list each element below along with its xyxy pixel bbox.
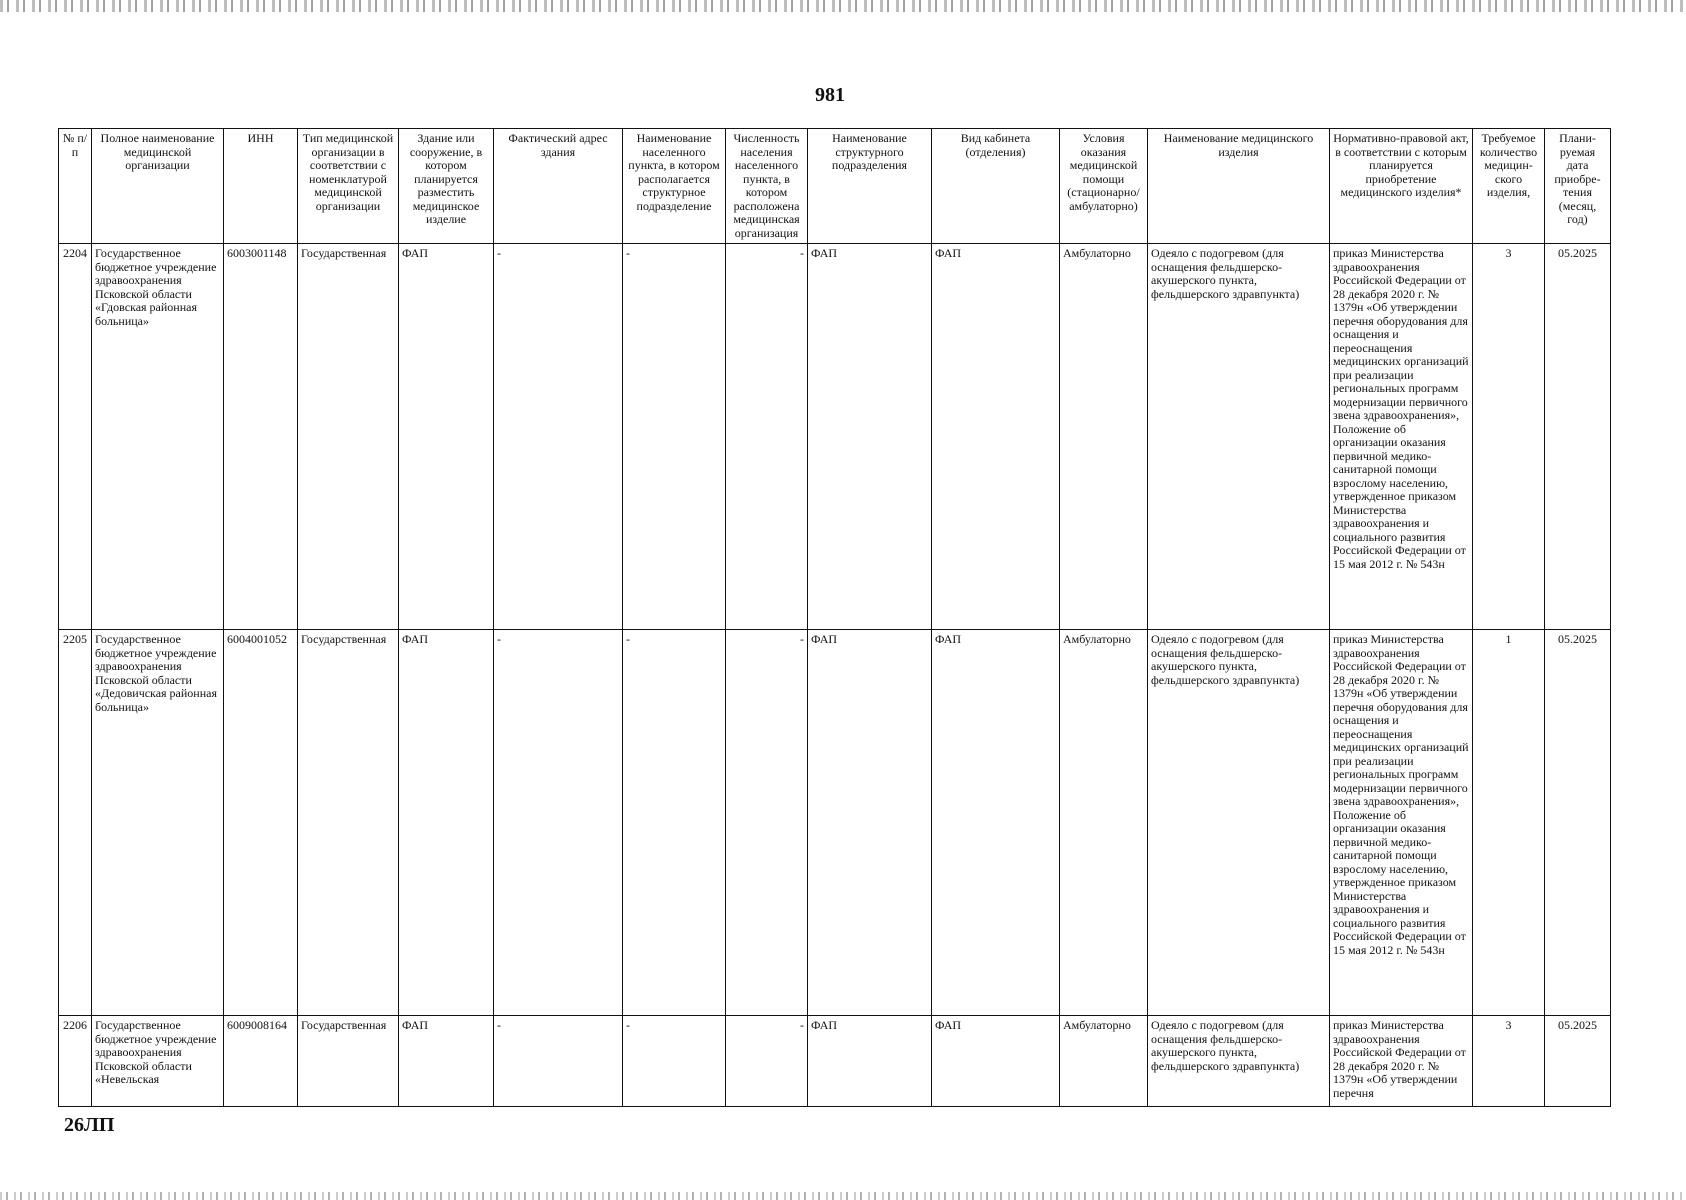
scan-edge-top xyxy=(0,0,1686,12)
legal-act-cell: приказ Министерства здравоохранения Российской Федерации от 28 декабря 2020 г. № 1379н «Об утверждении перечня xyxy=(1330,1016,1473,1107)
device-cell: Одеяло с подогревом (для оснащения фельдшерско-акушерского пункта, фельдшерского здравпункта) xyxy=(1148,244,1330,630)
header-cell: Вид кабинета (отделения) xyxy=(932,129,1060,244)
header-cell: Тип медицинской организации в соответствии с номенклатурой медицинской организации xyxy=(298,129,399,244)
population-cell: - xyxy=(726,630,808,1016)
header-cell: Наименование медицинского изделия xyxy=(1148,129,1330,244)
unit-cell: ФАП xyxy=(808,1016,932,1107)
header-cell: Полное наименование медицинской организации xyxy=(92,129,224,244)
address-cell: - xyxy=(494,630,623,1016)
header-cell: № п/п xyxy=(59,129,92,244)
table-row xyxy=(59,244,1611,630)
page-number: 981 xyxy=(815,84,845,106)
conditions-cell: Амбулаторно xyxy=(1060,1016,1148,1107)
row-number: 2206 xyxy=(59,1016,92,1107)
document-code: 26ЛП xyxy=(64,1114,115,1136)
building-cell: ФАП xyxy=(399,1016,494,1107)
settlement-cell: - xyxy=(623,244,726,630)
organization-name: Государственное бюджетное учреждение здравоохранения Псковской области «Невельская xyxy=(92,1016,224,1107)
table-header-row xyxy=(59,129,1611,244)
inn-cell: 6009008164 xyxy=(224,1016,298,1107)
header-cell: Нормативно-правовой акт, в соответствии с которым планируется приобретение медицинского изделия* xyxy=(1330,129,1473,244)
header-cell: Условия оказания медицинской помощи (стационарно/ амбулаторно) xyxy=(1060,129,1148,244)
org-type-cell: Государственная xyxy=(298,244,399,630)
header-cell: Плани-руемая дата приобре-тения (месяц, год) xyxy=(1545,129,1611,244)
device-cell: Одеяло с подогревом (для оснащения фельдшерско-акушерского пункта, фельдшерского здравпункта) xyxy=(1148,630,1330,1016)
quantity-cell: 3 xyxy=(1473,244,1545,630)
row-number: 2205 xyxy=(59,630,92,1016)
building-cell: ФАП xyxy=(399,630,494,1016)
inn-cell: 6003001148 xyxy=(224,244,298,630)
scan-edge-bottom xyxy=(0,1192,1686,1200)
org-type-cell: Государственная xyxy=(298,1016,399,1107)
conditions-cell: Амбулаторно xyxy=(1060,630,1148,1016)
cabinet-cell: ФАП xyxy=(932,244,1060,630)
date-cell: 05.2025 xyxy=(1545,630,1611,1016)
date-cell: 05.2025 xyxy=(1545,1016,1611,1107)
cabinet-cell: ФАП xyxy=(932,630,1060,1016)
row-number: 2204 xyxy=(59,244,92,630)
equipment-table xyxy=(58,128,1611,1107)
device-cell: Одеяло с подогревом (для оснащения фельдшерско-акушерского пункта, фельдшерского здравпункта) xyxy=(1148,1016,1330,1107)
header-cell: ИНН xyxy=(224,129,298,244)
building-cell: ФАП xyxy=(399,244,494,630)
settlement-cell: - xyxy=(623,630,726,1016)
address-cell: - xyxy=(494,244,623,630)
population-cell: - xyxy=(726,1016,808,1107)
organization-name: Государственное бюджетное учреждение здравоохранения Псковской области «Дедовичская районная больница» xyxy=(92,630,224,1016)
header-cell: Фактический адрес здания xyxy=(494,129,623,244)
population-cell: - xyxy=(726,244,808,630)
header-cell: Численность населения населенного пункта, в котором расположена медицинская организация xyxy=(726,129,808,244)
date-cell: 05.2025 xyxy=(1545,244,1611,630)
table-row xyxy=(59,1016,1611,1107)
header-cell: Наименование населенного пункта, в котором располагается структурное подразделение xyxy=(623,129,726,244)
unit-cell: ФАП xyxy=(808,630,932,1016)
inn-cell: 6004001052 xyxy=(224,630,298,1016)
settlement-cell: - xyxy=(623,1016,726,1107)
address-cell: - xyxy=(494,1016,623,1107)
cabinet-cell: ФАП xyxy=(932,1016,1060,1107)
quantity-cell: 3 xyxy=(1473,1016,1545,1107)
header-cell: Требуемое количество медицин-ского изделия, xyxy=(1473,129,1545,244)
unit-cell: ФАП xyxy=(808,244,932,630)
table-row xyxy=(59,630,1611,1016)
legal-act-cell: приказ Министерства здравоохранения Российской Федерации от 28 декабря 2020 г. № 1379н «Об утверждении перечня оборудования для оснащения и переоснащения медицинских организаций при реализации региональных программ модернизации первичного звена здравоохранения», Положение об организации оказания первичной медико-санитарной помощи взрослому населению, утвержденное приказом Министерства здравоохранения и социального развития Российской Федерации от 15 мая 2012 г. № 543н xyxy=(1330,630,1473,1016)
conditions-cell: Амбулаторно xyxy=(1060,244,1148,630)
header-cell: Наименование структурного подразделения xyxy=(808,129,932,244)
organization-name: Государственное бюджетное учреждение здравоохранения Псковской области «Гдовская районная больница» xyxy=(92,244,224,630)
legal-act-cell: приказ Министерства здравоохранения Российской Федерации от 28 декабря 2020 г. № 1379н «Об утверждении перечня оборудования для оснащения и переоснащения медицинских организаций при реализации региональных программ модернизации первичного звена здравоохранения», Положение об организации оказания первичной медико-санитарной помощи взрослому населению, утвержденное приказом Министерства здравоохранения и социального развития Российской Федерации от 15 мая 2012 г. № 543н xyxy=(1330,244,1473,630)
org-type-cell: Государственная xyxy=(298,630,399,1016)
quantity-cell: 1 xyxy=(1473,630,1545,1016)
header-cell: Здание или сооружение, в котором планируется разместить медицинское изделие xyxy=(399,129,494,244)
